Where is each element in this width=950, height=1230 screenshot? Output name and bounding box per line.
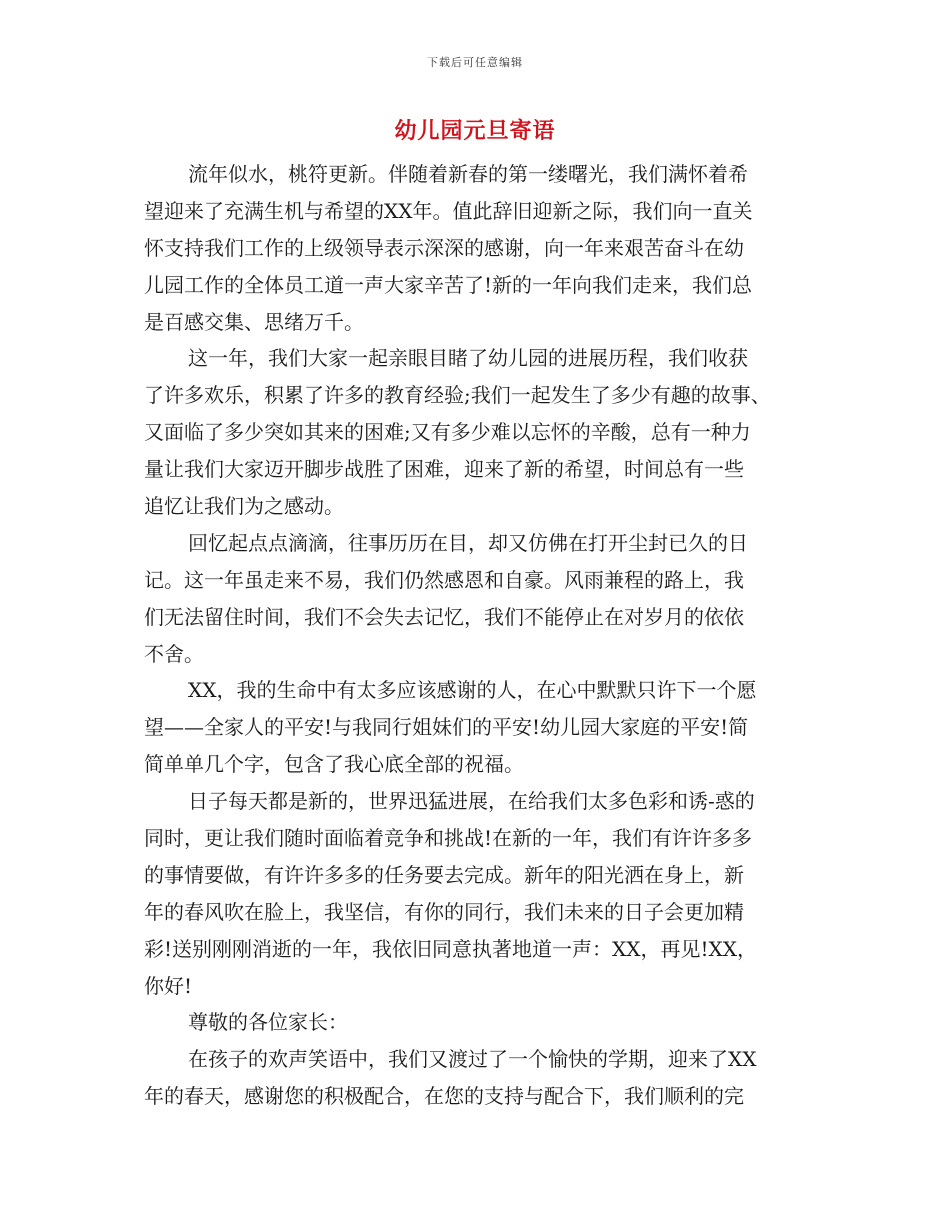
text-line: 在孩子的欢声笑语中，我们又渡过了一个愉快的学期，迎来了XX xyxy=(188,1047,757,1072)
text-line: 流年似水，桃符更新。伴随着新春的第一缕曙光，我们满怀着希 xyxy=(188,162,748,186)
text-line: 日子每天都是新的，世界迅猛进展，在给我们太多色彩和诱-惑的 xyxy=(188,789,755,814)
text-line: 们无法留住时间，我们不会失去记忆，我们不能停止在对岁月的依依 xyxy=(144,604,744,629)
paragraph xyxy=(144,672,816,783)
text-line: 简单单几个字，包含了我心底全部的祝福。 xyxy=(144,752,524,777)
text-line: 望——全家人的平安!与我同行姐妹们的平安!幼儿园大家庭的平安!简 xyxy=(144,715,749,740)
text-line: 回忆起点点滴滴，往事历历在目，却又仿佛在打开尘封已久的日 xyxy=(188,530,748,555)
paragraph xyxy=(144,1041,816,1115)
text-line: 年的春风吹在脸上，我坚信，有你的同行，我们未来的日子会更加精 xyxy=(144,899,744,924)
text-line: 彩!送别刚刚消逝的一年，我依旧同意执著地道一声：XX，再见!XX， xyxy=(144,936,758,961)
paragraph xyxy=(144,1004,816,1041)
text-line: XX，我的生命中有太多应该感谢的人，在心中默默只许下一个愿 xyxy=(188,678,757,703)
document-body xyxy=(144,156,816,1115)
document-title: 幼儿园元旦寄语 xyxy=(394,118,556,144)
text-line: 怀支持我们工作的上级领导表示深深的感谢，向一年来艰苦奋斗在幼 xyxy=(144,235,744,260)
text-line: 这一年，我们大家一起亲眼目睹了幼儿园的进展历程，我们收获 xyxy=(188,346,748,371)
text-line: 尊敬的各位家长： xyxy=(188,1010,348,1035)
text-line: 量让我们大家迈开脚步战胜了困难，迎来了新的希望，时间总有一些 xyxy=(144,457,744,482)
text-line: 的事情要做，有许许多多的任务要去完成。新年的阳光洒在身上，新 xyxy=(144,862,744,887)
text-line: 儿园工作的全体员工道一声大家辛苦了!新的一年向我们走来，我们总 xyxy=(144,272,753,297)
paragraph xyxy=(144,783,816,1004)
text-line: 你好! xyxy=(144,973,193,998)
text-line: 年的春天，感谢您的积极配合，在您的支持与配合下，我们顺利的完 xyxy=(144,1084,744,1109)
text-line: 记。这一年虽走来不易，我们仍然感恩和自豪。风雨兼程的路上，我 xyxy=(144,567,744,592)
text-line: 追忆让我们为之感动。 xyxy=(144,494,344,519)
paragraph xyxy=(144,156,816,340)
text-line: 是百感交集、思绪万千。 xyxy=(144,309,364,334)
text-line: 同时，更让我们随时面临着竞争和挑战!在新的一年，我们有许许多多 xyxy=(144,826,753,851)
paragraph xyxy=(144,340,816,524)
text-line: 不舍。 xyxy=(144,641,204,666)
header-note: 下载后可任意编辑 xyxy=(427,56,523,69)
text-line: 又面临了多少突如其来的困难;又有多少难以忘怀的辛酸，总有一种力 xyxy=(144,420,751,445)
text-line: 了许多欢乐，积累了许多的教育经验;我们一起发生了多少有趣的故事、 xyxy=(144,383,771,408)
text-line: 望迎来了充满生机与希望的XX年。值此辞旧迎新之际，我们向一直关 xyxy=(144,198,753,223)
paragraph xyxy=(144,525,816,673)
